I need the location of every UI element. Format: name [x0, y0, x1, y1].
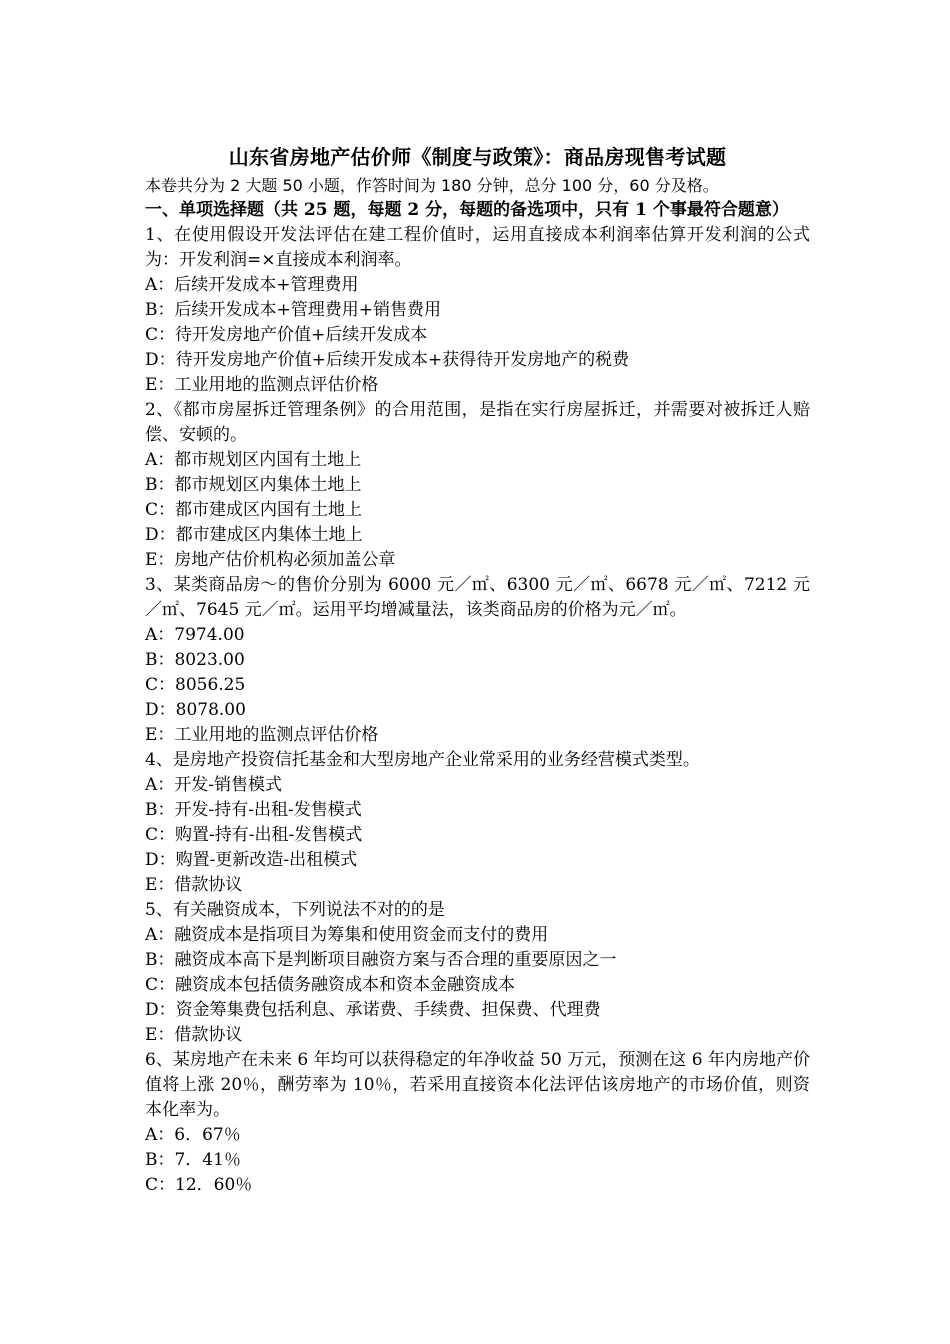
question-1	[145, 223, 810, 398]
option-a: A：6．67％	[145, 1125, 241, 1145]
option-c: C：12．60％	[145, 1175, 253, 1195]
option-e: E：工业用地的监测点评估价格	[145, 725, 379, 745]
option-e: E：借款协议	[145, 1025, 243, 1045]
option-c: C：8056.25	[145, 675, 246, 695]
option-c: C：待开发房地产价值+后续开发成本	[145, 325, 428, 345]
option-c: C：融资成本包括债务融资成本和资本金融资成本	[145, 975, 516, 995]
option-d: D：都市建成区内集体土地上	[145, 525, 363, 545]
question-text: 5、有关融资成本，下列说法不对的的是	[145, 900, 445, 920]
option-a: A：7974.00	[145, 625, 245, 645]
question-4	[145, 748, 810, 898]
option-b: B：开发-持有-出租-发售模式	[145, 800, 362, 820]
option-e: E：房地产估价机构必须加盖公章	[145, 550, 396, 570]
option-a: A：后续开发成本+管理费用	[145, 275, 359, 295]
option-b: B：后续开发成本+管理费用+销售费用	[145, 300, 441, 320]
option-e: E：工业用地的监测点评估价格	[145, 375, 379, 395]
question-text: 3、某类商品房～的售价分别为 6000 元／㎡、6300 元／㎡、6678 元／㎡、7212 元／㎡、7645 元／㎡。运用平均增减量法，该类商品房的价格为元／㎡。	[145, 575, 810, 620]
question-text: 1、在使用假设开发法评估在建工程价值时，运用直接成本利润率估算开发利润的公式为：开发利润=×直接成本利润率。	[145, 225, 810, 270]
option-a: A：开发-销售模式	[145, 775, 283, 795]
option-d: D：资金筹集费包括利息、承诺费、手续费、担保费、代理费	[145, 1000, 601, 1020]
question-text: 4、是房地产投资信托基金和大型房地产企业常采用的业务经营模式类型。	[145, 750, 700, 770]
question-5	[145, 898, 810, 1048]
document-title: 山东省房地产估价师《制度与政策》：商品房现售考试题	[228, 145, 727, 169]
exam-intro: 本卷共分为 2 大题 50 小题，作答时间为 180 分钟，总分 100 分，60 分及格。	[145, 176, 719, 195]
question-2	[145, 398, 810, 573]
option-b: B：融资成本高下是判断项目融资方案与否合理的重要原因之一	[145, 950, 617, 970]
document-page	[145, 140, 810, 1198]
question-text: 2、《都市房屋拆迁管理条例》的合用范围，是指在实行房屋拆迁，并需要对被拆迁人赔偿、安顿的。	[145, 400, 810, 445]
option-a: A：融资成本是指项目为筹集和使用资金而支付的费用	[145, 925, 549, 945]
option-d: D：购置-更新改造-出租模式	[145, 850, 358, 870]
section-heading: 一、单项选择题（共 25 题，每题 2 分，每题的备选项中，只有 1 个事最符合题意）	[145, 200, 789, 220]
question-text: 6、某房地产在未来 6 年均可以获得稳定的年净收益 50 万元，预测在这 6 年内房地产价值将上涨 20％，酬劳率为 10％，若采用直接资本化法评估该房地产的市场价值，则资本化率为。	[145, 1050, 810, 1120]
option-e: E：借款协议	[145, 875, 243, 895]
option-b: B：8023.00	[145, 650, 245, 670]
question-6	[145, 1048, 810, 1198]
option-d: D：待开发房地产价值+后续开发成本+获得待开发房地产的税费	[145, 350, 630, 370]
option-c: C：购置-持有-出租-发售模式	[145, 825, 363, 845]
option-c: C：都市建成区内国有土地上	[145, 500, 363, 520]
option-b: B：7．41％	[145, 1150, 241, 1170]
question-3	[145, 573, 810, 748]
option-b: B：都市规划区内集体土地上	[145, 475, 362, 495]
option-a: A：都市规划区内国有土地上	[145, 450, 362, 470]
option-d: D：8078.00	[145, 700, 246, 720]
